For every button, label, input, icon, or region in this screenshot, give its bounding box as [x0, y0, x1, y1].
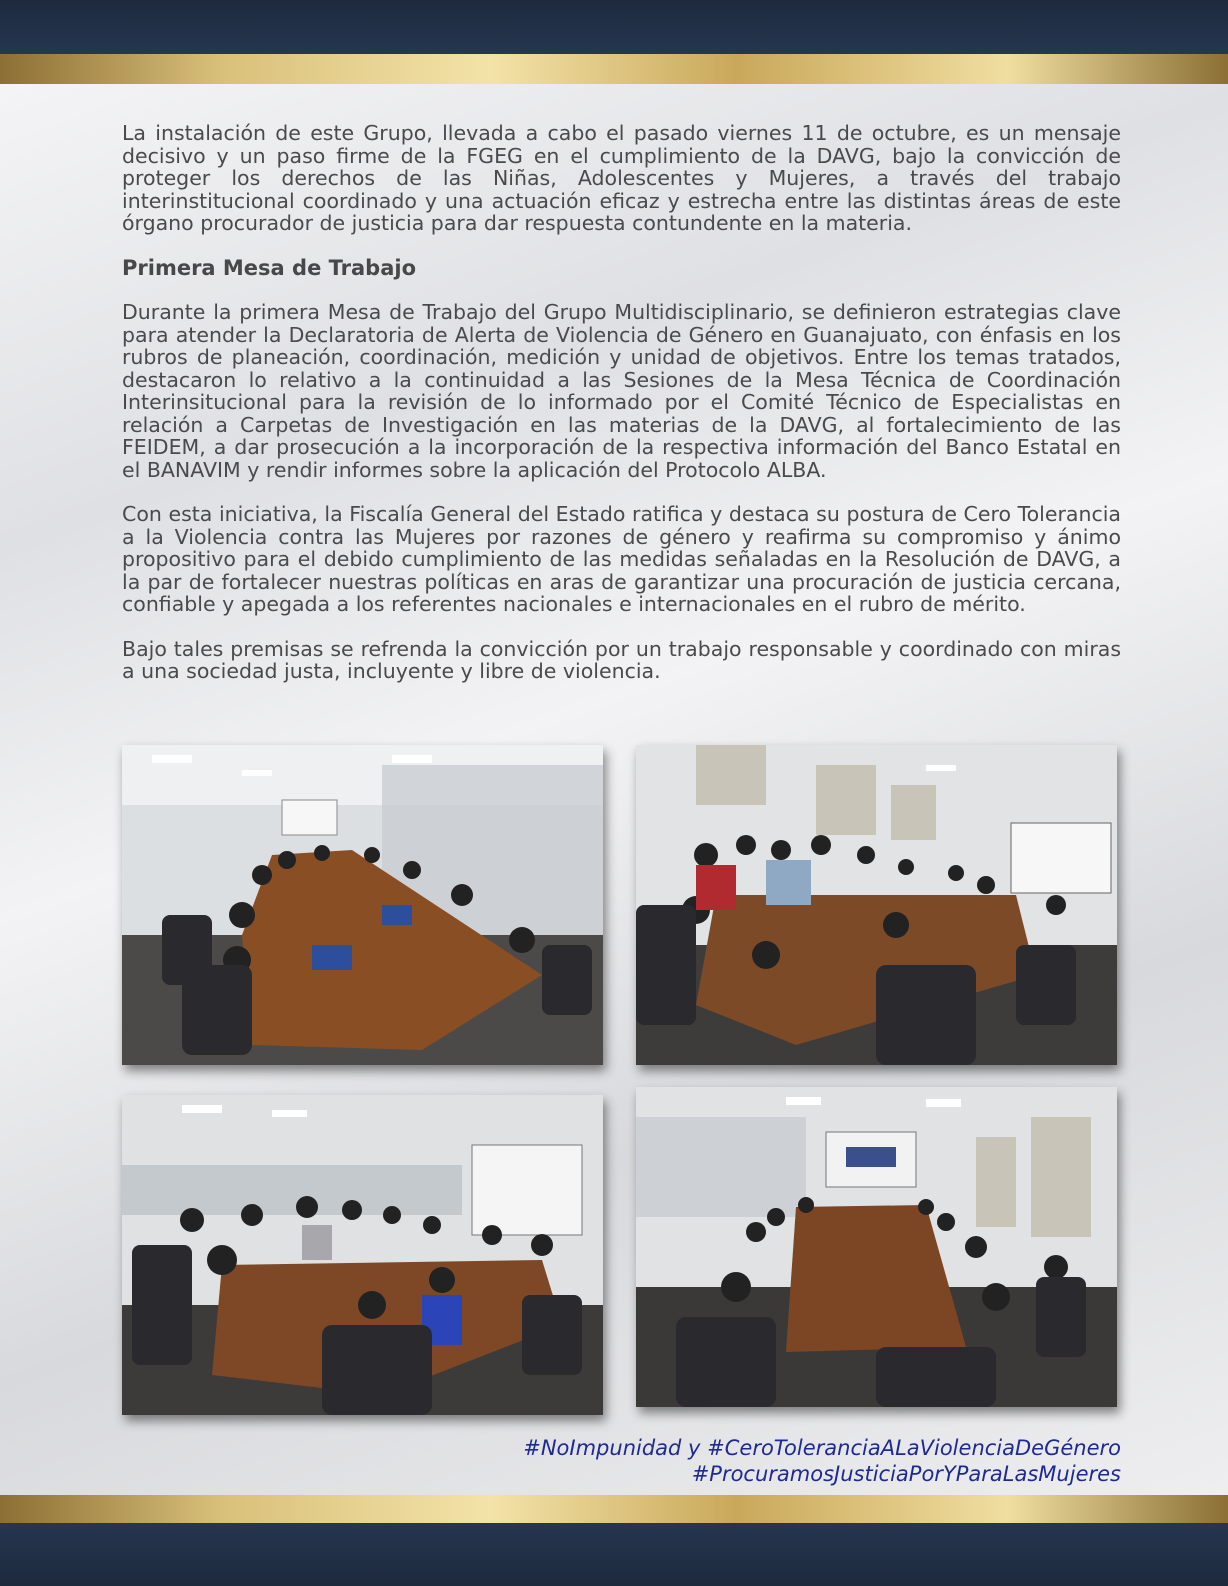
- meeting-photo-3: [122, 1095, 603, 1415]
- paragraph-mesa: Durante la primera Mesa de Trabajo del Grupo Multidisciplinario, se definieron estrategias clave para atender la Declaratoria de Alerta de Violencia de Género en Guanajuato, con énfasis en los rubros de planeación, coordinación, medición y unidad de objetivos. Entre los temas tratados, destacaron lo relativo a la continuidad a las Sesiones de la Mesa Técnica de Coordinación Interinsitucional para la revisión de lo informado por el Comité Técnico de Especialistas en relación a Carpetas de Investigación en las materias de la DAVG, al fortalecimiento de las FEIDEM, a dar prosecución a la incorporación de la respectiva información del Banco Estatal en el BANAVIM y rendir informes sobre la aplicación del Protocolo ALBA.: [122, 300, 1121, 482]
- hashtags: [523, 1435, 1121, 1487]
- section-heading: Primera Mesa de Trabajo: [122, 255, 416, 280]
- gold-stripe-bottom: [0, 1495, 1228, 1523]
- gold-stripe-top: [0, 54, 1228, 84]
- hashtag-line-1: #NoImpunidad y #CeroToleranciaALaViolenciaDeGénero: [523, 1436, 1121, 1460]
- hashtag-line-2: #ProcuramosJusticiaPorYParaLasMujeres: [691, 1462, 1121, 1486]
- footer-band: [0, 1523, 1228, 1586]
- article-body: [122, 122, 1121, 705]
- header-band: [0, 0, 1228, 54]
- meeting-photo-2: [636, 745, 1117, 1065]
- paragraph-intro: La instalación de este Grupo, llevada a cabo el pasado viernes 11 de octubre, es un mensaje decisivo y un paso firme de la FGEG en el cumplimiento de la DAVG, bajo la convicción de proteger los derechos de las Niñas, Adolescentes y Mujeres, a través del trabajo interinstitucional coordinado y una actuación eficaz y estrecha entre las distintas áreas de este órgano procurador de justicia para dar respuesta contundente en la materia.: [122, 121, 1121, 235]
- paragraph-premisas: Bajo tales premisas se refrenda la convicción por un trabajo responsable y coordinado con miras a una sociedad justa, incluyente y libre de violencia.: [122, 636, 1121, 683]
- paragraph-iniciativa: Con esta iniciativa, la Fiscalía General del Estado ratifica y destaca su postura de Cero Tolerancia a la Violencia contra las Mujeres por razones de género y reafirma su compromiso y ánimo propositivo para el debido cumplimiento de las medidas señaladas en la Resolución de DAVG, a la par de fortalecer nuestras políticas en aras de garantizar una procuración de justicia cercana, confiable y apegada a los referentes nacionales e internacionales en el rubro de mérito.: [122, 502, 1121, 616]
- meeting-photo-1: [122, 745, 603, 1065]
- meeting-photo-4: [636, 1087, 1117, 1407]
